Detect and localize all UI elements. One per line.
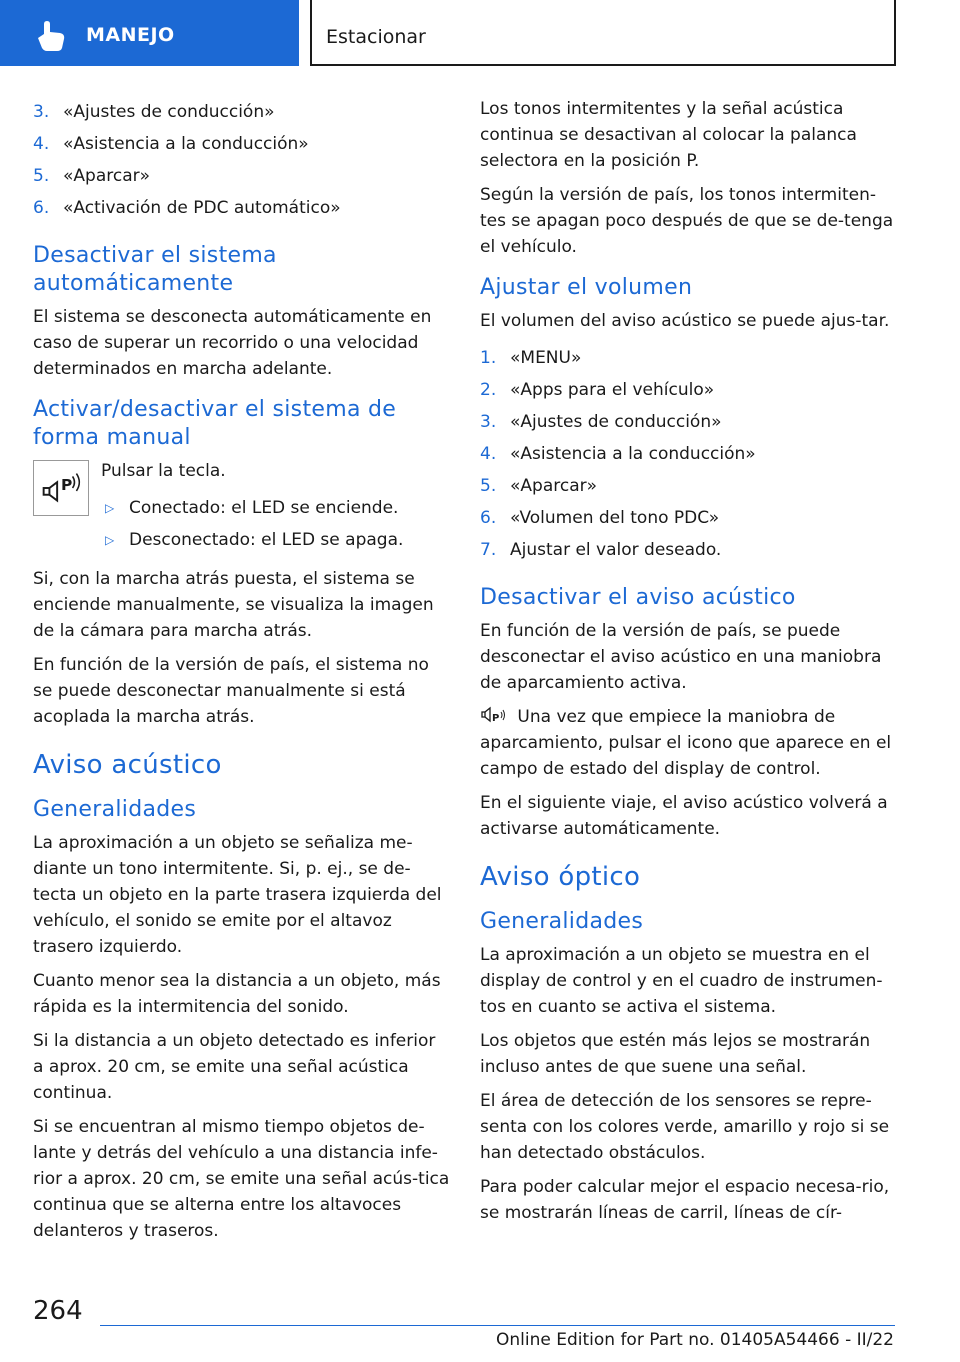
volume-steps-list [480, 342, 898, 566]
footer-divider [100, 1325, 895, 1326]
list-item [480, 534, 898, 566]
general-paragraph: Cuanto menor sea la distancia a un objeto, más rápida es la intermitencia del sonido. [33, 971, 441, 1017]
step-text: Ajustar el valor deseado. [510, 540, 722, 560]
step-text: «Aparcar» [510, 476, 598, 496]
optical-paragraph: La aproximación a un objeto se muestra en el display de control y en el cuadro de instrumen-tos en cuanto se activa el sistema. [480, 945, 883, 1017]
general-paragraph: Si la distancia a un objeto detectado es inferior a aprox. 20 cm, se emite una señal acústica continua. [33, 1031, 436, 1103]
country-text: En función de la versión de país, el sistema no se puede desconectar manualmente si está acoplada la marcha atrás. [33, 655, 429, 727]
auto-off-text: El sistema se desconecta automáticamente en caso de superar un recorrido o una velocidad determinados en marcha adelante. [33, 307, 432, 379]
step-text: «Ajustes de conducción» [63, 102, 275, 122]
step-text: «Asistencia a la conducción» [510, 444, 756, 464]
step-number: 4. [480, 444, 497, 464]
list-item [480, 342, 898, 374]
step-number: 3. [33, 102, 50, 122]
step-number: 6. [33, 198, 50, 218]
svg-text:P: P [492, 713, 500, 724]
optical-paragraph: El área de detección de los sensores se repre-senta con los colores verde, amarillo y rojo si se han detectado obstáculos. [480, 1091, 890, 1163]
steering-hand-icon [34, 20, 68, 52]
optical-paragraph: Los objetos que estén más lejos se mostrarán incluso antes de que suene una señal. [480, 1031, 871, 1077]
intro-paragraph: Según la versión de país, los tonos intermiten-tes se apagan poco después de que se de-tenga el vehículo. [480, 185, 894, 257]
svg-text:P: P [61, 475, 73, 494]
optical-paragraph: Para poder calcular mejor el espacio necesa-rio, se mostrarán líneas de carril, líneas de cír- [480, 1177, 890, 1223]
page-number: 264 [33, 1296, 83, 1326]
auto-off-heading: Desactivar el sistema automáticamente [33, 243, 277, 296]
step-number: 5. [33, 166, 50, 186]
step-number: 2. [480, 380, 497, 400]
pdc-sound-icon [480, 706, 512, 724]
step-number: 4. [33, 134, 50, 154]
list-item [33, 160, 451, 192]
general-paragraph: La aproximación a un objeto se señaliza me-diante un tono intermitente. Si, p. ej., se de-tecta un objeto en la parte trasera izquierda del vehículo, el sonido se emite por el altavoz trasero izquierdo. [33, 833, 442, 957]
mute-next-text: En el siguiente viaje, el aviso acústico volverá a activarse automáticamente. [480, 793, 888, 839]
list-item [480, 438, 898, 470]
list-item [480, 374, 898, 406]
mute-action-text: Una vez que empiece la maniobra de aparcamiento, pulsar el icono que aparece en el campo de estado del display de control. [480, 707, 892, 779]
step-text: «Activación de PDC automático» [63, 198, 341, 218]
chapter-tab [0, 0, 299, 66]
list-item [101, 492, 451, 524]
left-column [33, 96, 451, 1252]
edition-note: Online Edition for Part no. 01405A54466 - II/22 [495, 1330, 894, 1350]
list-item [33, 96, 451, 128]
step-number: 6. [480, 508, 497, 528]
general-paragraph: Si se encuentran al mismo tiempo objetos de-lante y detrás del vehículo a una distancia infe-rior a aprox. 20 cm, se emite una señal acús-tica continua que se alterna entre los altavoces delanteros y traseros. [33, 1117, 450, 1241]
menu-steps-list [33, 96, 451, 224]
step-number: 5. [480, 476, 497, 496]
step-text: «Apps para el vehículo» [510, 380, 715, 400]
triangle-bullet-icon: ▷ [105, 501, 115, 515]
step-number: 7. [480, 540, 497, 560]
right-column [480, 96, 898, 1234]
list-item [480, 502, 898, 534]
list-item [33, 128, 451, 160]
mute-action-paragraph [480, 704, 898, 782]
step-number: 3. [480, 412, 497, 432]
list-item [33, 192, 451, 224]
pdc-key-block [33, 458, 451, 556]
intro-paragraph: Los tonos intermitentes y la señal acústica continua se desactivan al colocar la palanca selectora en la posición P. [480, 99, 857, 171]
manual-heading: Activar/desactivar el sistema de forma manual [33, 397, 397, 450]
step-text: «Aparcar» [63, 166, 151, 186]
led-on-text: Conectado: el LED se enciende. [129, 498, 399, 518]
optical-heading: Aviso óptico [480, 862, 641, 892]
list-item [480, 470, 898, 502]
chapter-title: MANEJO [86, 24, 175, 46]
press-key-text: Pulsar la tecla. [101, 461, 226, 481]
volume-heading: Ajustar el volumen [480, 275, 693, 300]
mute-heading: Desactivar el aviso acústico [480, 585, 796, 610]
pdc-button-icon [33, 460, 89, 516]
volume-text: El volumen del aviso acústico se puede ajus-tar. [480, 311, 890, 331]
step-text: «MENU» [510, 348, 582, 368]
list-item [480, 406, 898, 438]
led-off-text: Desconectado: el LED se apaga. [129, 530, 404, 550]
mute-text: En función de la versión de país, se puede desconectar el aviso acústico en una maniobra de aparcamiento activa. [480, 621, 882, 693]
optical-general-heading: Generalidades [480, 909, 644, 934]
led-state-list [101, 492, 451, 556]
triangle-bullet-icon: ▷ [105, 533, 115, 547]
section-title: Estacionar [326, 26, 426, 48]
step-text: «Asistencia a la conducción» [63, 134, 309, 154]
reverse-text: Si, con la marcha atrás puesta, el sistema se enciende manualmente, se visualiza la imagen de la cámara para marcha atrás. [33, 569, 434, 641]
step-text: «Volumen del tono PDC» [510, 508, 720, 528]
step-number: 1. [480, 348, 497, 368]
step-text: «Ajustes de conducción» [510, 412, 722, 432]
general-heading: Generalidades [33, 797, 197, 822]
list-item [101, 524, 451, 556]
acoustic-heading: Aviso acústico [33, 750, 222, 780]
